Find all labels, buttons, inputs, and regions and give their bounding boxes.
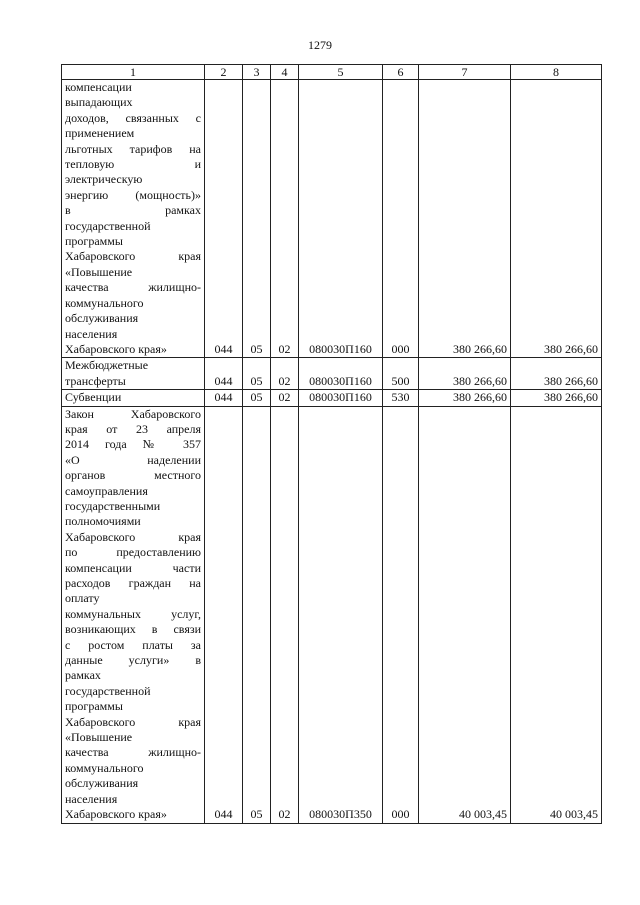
row-name-line: трансферты	[65, 373, 126, 388]
row-name-line: Хабаровского края	[65, 714, 201, 729]
row-name-line: обслуживания	[65, 776, 139, 791]
table-row	[62, 358, 602, 390]
row-name-line: качества жилищно-	[65, 745, 201, 760]
amount-cell: 380 266,60	[419, 390, 511, 406]
row-name-line: выпадающих	[65, 95, 133, 110]
row-name-line: государственными	[65, 498, 161, 513]
row-name-cell	[62, 390, 205, 406]
table-row	[62, 390, 602, 406]
row-name-line: государственной	[65, 683, 151, 698]
row-name-line: доходов, связанных с	[65, 110, 201, 125]
column-header: 6	[383, 65, 419, 80]
header-row	[62, 65, 602, 80]
row-name-line: 2014 года № 357	[65, 437, 201, 452]
row-name-line: программы	[65, 699, 123, 714]
table-row	[62, 406, 602, 823]
row-name-line: компенсации	[65, 80, 132, 94]
row-name-line: в рамках	[65, 203, 201, 218]
admin-code-cell: 044	[205, 358, 243, 390]
row-name-line: обслуживания	[65, 311, 139, 326]
subsection-cell: 02	[271, 390, 299, 406]
target-article-cell: 080030П160	[299, 358, 383, 390]
row-name-line: Хабаровского края»	[65, 341, 167, 356]
row-name-line: электрическую	[65, 172, 143, 187]
row-name-line: энергию (мощность)»	[65, 187, 201, 202]
column-header: 1	[62, 65, 205, 80]
row-name-cell	[62, 358, 205, 390]
amount-cell: 380 266,60	[419, 80, 511, 358]
target-article-cell: 080030П350	[299, 406, 383, 823]
row-name-line: расходов граждан на	[65, 576, 201, 590]
row-name-line: населения	[65, 326, 118, 341]
section-cell: 05	[243, 406, 271, 823]
row-name-line: программы	[65, 234, 123, 249]
amount-cell: 380 266,60	[419, 358, 511, 390]
amount-cell: 40 003,45	[511, 406, 602, 823]
row-name-line: полномочиями	[65, 514, 141, 529]
row-name-line: возникающих в связи	[65, 622, 201, 637]
row-name-line: льготных тарифов на	[65, 141, 201, 156]
row-name-line: Хабаровского края	[65, 249, 201, 264]
target-article-cell: 080030П160	[299, 80, 383, 358]
row-name-line: «Повышение	[65, 730, 133, 745]
subsection-cell: 02	[271, 80, 299, 358]
subsection-cell: 02	[271, 406, 299, 823]
row-name-line: рамках	[65, 668, 101, 683]
row-name-line: оплату	[65, 591, 100, 606]
column-header: 2	[205, 65, 243, 80]
row-name-line: «О наделении	[65, 452, 201, 467]
row-name-line: Хабаровского края»	[65, 807, 167, 822]
expense-type-cell: 530	[383, 390, 419, 406]
row-name-line: Хабаровского края	[65, 529, 201, 544]
row-name-line: коммунального	[65, 760, 144, 775]
expense-type-cell: 000	[383, 80, 419, 358]
page-number: 1279	[308, 38, 332, 52]
row-name-line: края от 23 апреля	[65, 421, 201, 436]
row-name-cell	[62, 406, 205, 823]
section-cell: 05	[243, 358, 271, 390]
admin-code-cell: 044	[205, 80, 243, 358]
budget-table	[61, 64, 602, 824]
column-header: 5	[299, 65, 383, 80]
row-name-line: коммунального	[65, 295, 144, 310]
subsection-cell: 02	[271, 358, 299, 390]
row-name-line: коммунальных услуг,	[65, 606, 201, 621]
row-name-line: государственной	[65, 218, 151, 233]
row-name-cell	[62, 80, 205, 358]
row-name-line: «Повышение	[65, 264, 133, 279]
admin-code-cell: 044	[205, 390, 243, 406]
admin-code-cell: 044	[205, 406, 243, 823]
row-name-line: Межбюджетные	[65, 358, 149, 373]
row-name-line: Субвенции	[65, 390, 122, 405]
row-name-line: с ростом платы за	[65, 637, 201, 652]
row-name-line: тепловую и	[65, 157, 201, 172]
row-name-line: применением	[65, 126, 135, 141]
column-header: 3	[243, 65, 271, 80]
row-name-line: населения	[65, 791, 118, 806]
row-name-line: по предоставлению	[65, 545, 201, 560]
row-name-line: органов местного	[65, 468, 201, 483]
amount-cell: 380 266,60	[511, 80, 602, 358]
row-name-line: компенсации части	[65, 560, 201, 575]
section-cell: 05	[243, 390, 271, 406]
table-row	[62, 80, 602, 358]
section-cell: 05	[243, 80, 271, 358]
column-header: 4	[271, 65, 299, 80]
row-name-line: самоуправления	[65, 483, 148, 498]
amount-cell: 380 266,60	[511, 390, 602, 406]
row-name-line: качества жилищно-	[65, 280, 201, 295]
expense-type-cell: 000	[383, 406, 419, 823]
row-name-line: данные услуги» в	[65, 653, 201, 668]
column-header: 7	[419, 65, 511, 80]
amount-cell: 40 003,45	[419, 406, 511, 823]
target-article-cell: 080030П160	[299, 390, 383, 406]
amount-cell: 380 266,60	[511, 358, 602, 390]
expense-type-cell: 500	[383, 358, 419, 390]
row-name-line: Закон Хабаровского	[65, 406, 201, 421]
column-header: 8	[511, 65, 602, 80]
